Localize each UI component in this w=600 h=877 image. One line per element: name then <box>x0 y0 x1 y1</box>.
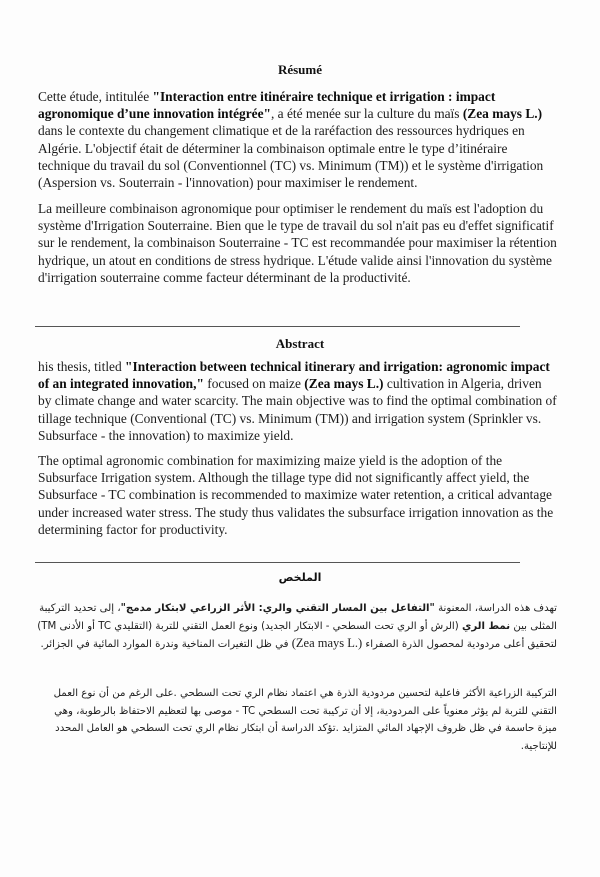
resume-p1-text: , a été menée sur la culture du maïs <box>270 106 463 122</box>
arabic-paragraph-2: التركيبة الزراعية الأكثر فاعلية لتحسين مردودية الذرة هي اعتماد نظام الري تحت السطحي .على الرغم من أن نوع العمل التقني للتربة لم يؤثر معنوياً على المردودية، إلا أن تركيبة تحت السطحي TC - موصى بها لتعظيم الاحتفاظ بالرطوبة، وهي ميزة حاسمة في ظل ظروف الإجهاد المائي المتزايد .تؤكد الدراسة أن ابتكار نظام الري تحت السطحي هو العامل المحدد للإنتاجية. <box>53 688 557 752</box>
section-divider <box>35 562 520 563</box>
section-divider <box>35 326 520 327</box>
arabic-p1-text: ، إلى تحديد التركيبة المثلى بين <box>39 603 557 632</box>
abstract-p1-text: his thesis, titled <box>38 359 126 374</box>
resume-species: (Zea mays L.) <box>462 106 543 122</box>
resume-p1-text: dans le contexte du changement climatique et de la raréfaction des ressources hydriques en Algérie. L'objectif était de déterminer la combinaison optimale entre le type d’itinéraire technique du travail du sol (Conventionnel (TC) vs. Minimum (TM)) et le système d'irrigation (Aspersion vs. Souterrain - l'innovation) pour maximiser le rendement. <box>38 123 544 191</box>
resume-thesis-title: "Interaction entre itinéraire technique et irrigation : impact agronomique d’une innovation intégrée" <box>38 89 496 122</box>
arabic-p1-text: في ظل التغيرات المناخية وندرة الموارد المائية في الجزائر. <box>40 639 292 650</box>
abstract-p1-text: cultivation in Algeria, driven by climate change and water scarcity. The main objective was to find the optimal combination of tillage technique (Conventional (TC) vs. Minimum (TM)) and irrigation system (Sprinkler vs. Subsurface - the innovation) to maximize yield. <box>38 376 557 443</box>
resume-paragraph-1 <box>38 75 558 191</box>
resume-title: Résumé <box>277 62 323 77</box>
arabic-thesis-title: "التفاعل بين المسار التقني والري: الأثر الزراعي لابتكار مدمج" <box>120 603 435 614</box>
abstract-paragraph-1 <box>38 358 558 444</box>
arabic-p1-text: (الرش أو الري تحت السطحي - الابتكار الجديد) ونوع العمل التقني للتربة (التقليدي TC أو الأدنى TM) لتحقيق أعلى مردودية لمحصول الذرة الصفراء <box>37 620 557 650</box>
arabic-paragraph-1 <box>35 600 557 654</box>
arabic-irrigation-term: نمط الري <box>461 620 511 632</box>
arabic-species: (Zea mays L.) <box>291 636 363 650</box>
abstract-thesis-title: "Interaction between technical itinerary and irrigation: agronomic impact of an integrated innovation," <box>38 359 550 392</box>
abstract-paragraph-2: The optimal agronomic combination for maximizing maize yield is the adoption of the Subsurface Irrigation system. Although the tillage type did not significantly affect yield, the Subsurface - TC combination is recommended to maximize water retention, a critical advantage under increased water stress. The study thus validates the subsurface irrigation innovation as the determining factor for productivity. <box>38 453 554 537</box>
abstract-p1-text: focused on maize <box>203 376 305 392</box>
abstract-species: (Zea mays L.) <box>304 376 384 392</box>
arabic-summary-title: الملخص <box>278 571 322 584</box>
resume-p1-text: Cette étude, intitulée <box>38 89 153 104</box>
abstract-title: Abstract <box>275 336 325 351</box>
arabic-p1-text: تهدف هذه الدراسة، المعنونة <box>434 603 557 614</box>
resume-paragraph-2: La meilleure combinaison agronomique pour optimiser le rendement du maïs est l'adoption du système d'Irrigation Souterraine. Bien que le type de travail du sol n'ait pas eu d'effet significatif sur le rendement, la combinaison Souterraine - TC est recommandée pour maximiser la rétention hydrique, un atout en conditions de stress hydrique. L'étude valide ainsi l'innovation du système d'irrigation souterraine comme facteur déterminant de la productivité. <box>38 201 557 285</box>
